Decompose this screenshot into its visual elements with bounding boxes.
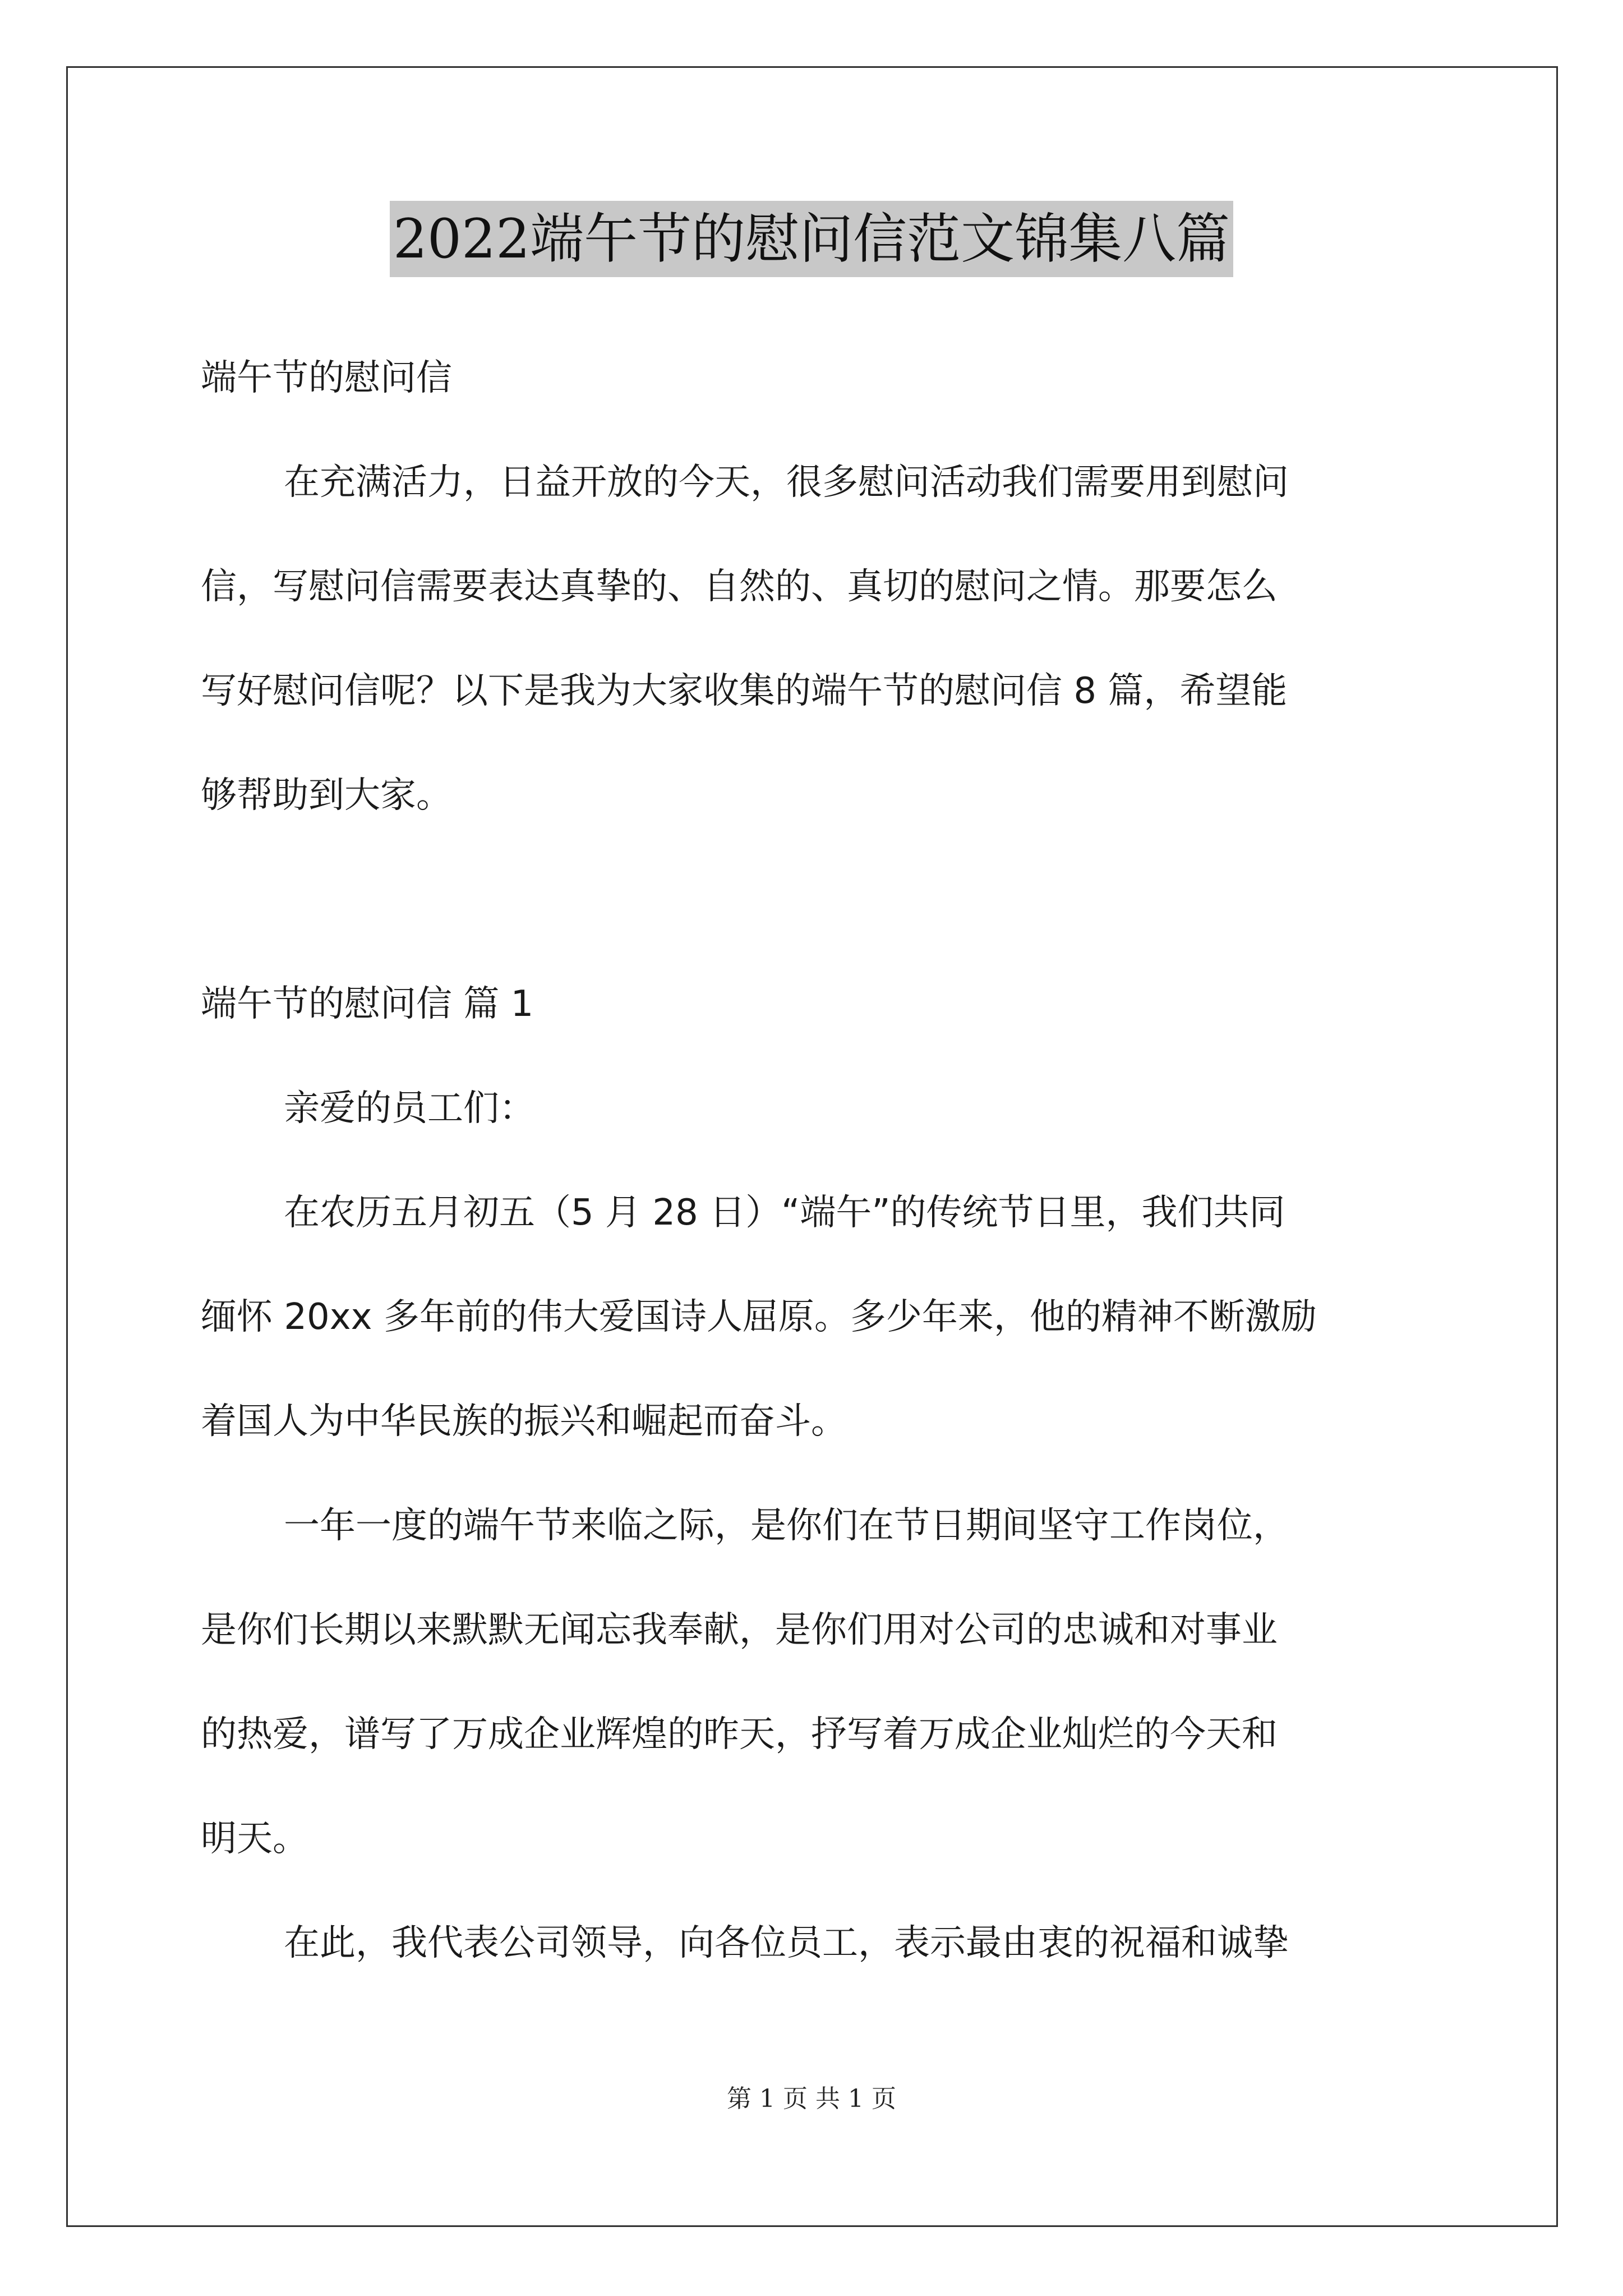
intro-heading: 端午节的慰问信 [201, 357, 452, 399]
section1-heading: 端午节的慰问信 篇 1 [201, 983, 534, 1025]
intro-line-1: 在充满活力，日益开放的今天，很多慰问活动我们需要用到慰问 [284, 462, 1289, 503]
para1-line-3: 着国人为中华民族的振兴和崛起而奋斗。 [201, 1401, 847, 1442]
para2-line-2: 是你们长期以来默默无闻忘我奉献，是你们用对公司的忠诚和对事业 [201, 1609, 1278, 1651]
page-footer: 第 1 页 共 1 页 [727, 2085, 896, 2113]
intro-line-4: 够帮助到大家。 [201, 775, 452, 816]
intro-line-2: 信，写慰问信需要表达真挚的、自然的、真切的慰问之情。那要怎么 [201, 566, 1278, 608]
intro-line-3: 写好慰问信呢？以下是我为大家收集的端午节的慰问信 8 篇，希望能 [201, 670, 1288, 712]
para2-line-3: 的热爱，谱写了万成企业辉煌的昨天，抒写着万成企业灿烂的今天和 [201, 1714, 1278, 1755]
para2-line-4: 明天。 [201, 1818, 308, 1860]
para1-line-1: 在农历五月初五（5 月 28 日）“端午”的传统节日里，我们共同 [284, 1192, 1285, 1234]
para1-line-2: 缅怀 20xx 多年前的伟大爱国诗人屈原。多少年来，他的精神不断激励 [201, 1296, 1317, 1338]
title-wrap [0, 201, 1623, 277]
salutation: 亲爱的员工们： [284, 1088, 535, 1129]
document-body [201, 314, 1435, 1969]
document-title: 2022端午节的慰问信范文锦集八篇 [390, 201, 1233, 277]
para2-line-1: 一年一度的端午节来临之际，是你们在节日期间坚守工作岗位， [284, 1505, 1289, 1547]
para3-line-1: 在此，我代表公司领导，向各位员工，表示最由衷的祝福和诚挚 [284, 1922, 1289, 1964]
